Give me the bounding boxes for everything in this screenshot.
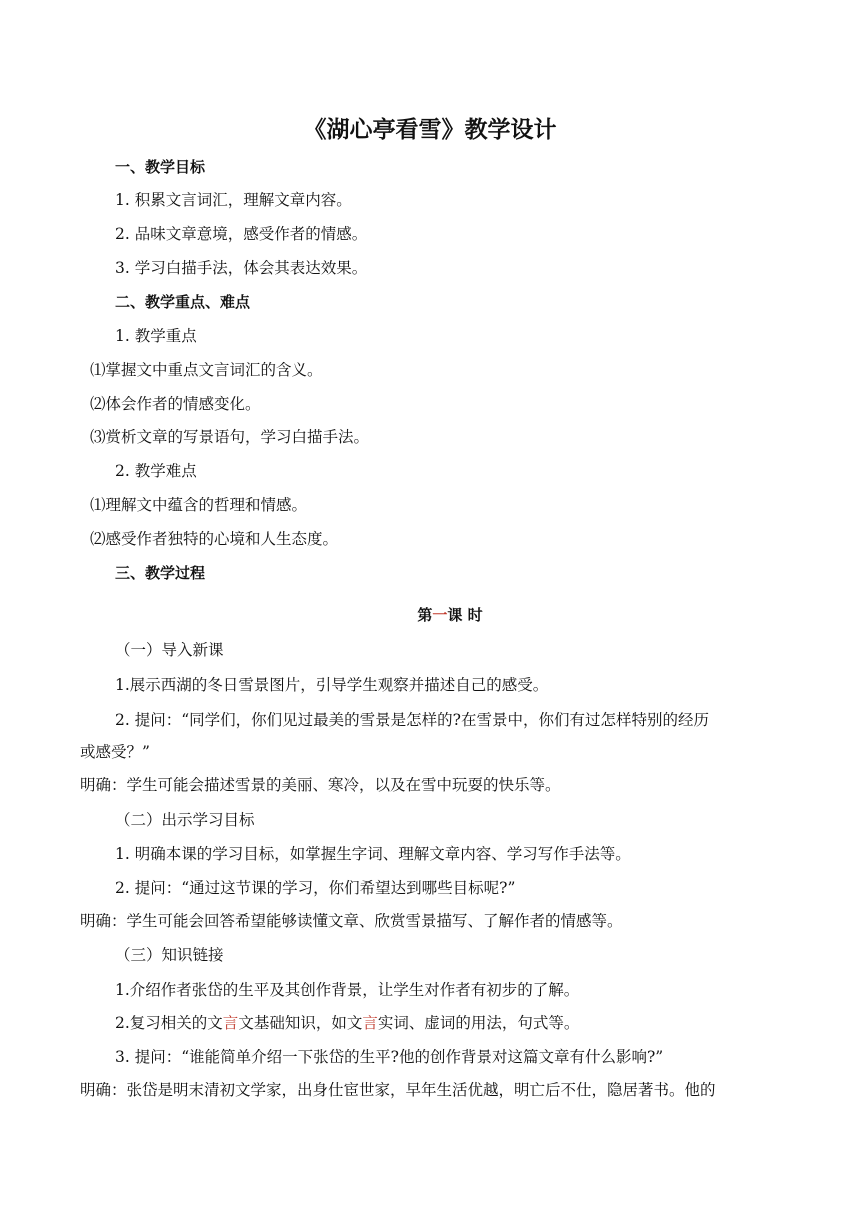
section-heading-objectives: 一、教学目标	[115, 158, 206, 176]
step-3-item-2-text: 2.复习相关的文	[115, 1014, 223, 1032]
lesson-heading-number: 一	[432, 606, 448, 624]
step-1-answer: 明确：学生可能会描述雪景的美丽、寒冷，以及在雪中玩耍的快乐等。	[80, 776, 561, 794]
step-1-item-1: 1.展示西湖的冬日雪景图片，引导学生观察并描述自己的感受。	[115, 676, 549, 694]
key-point-item-1: ⑴掌握文中重点文言词汇的含义。	[90, 361, 323, 379]
section-heading-key-points: 二、教学重点、难点	[115, 293, 251, 311]
step-3-item-2-text: 实词、虚词的用法，句式等。	[377, 1014, 580, 1032]
lesson-heading	[0, 605, 860, 625]
step-1-item-2-line-2: 或感受？”	[80, 743, 150, 761]
step-2-item-2: 2. 提问：“通过这节课的学习，你们希望达到哪些目标呢?”	[115, 879, 516, 897]
step-3-item-3: 3. 提问：“谁能简单介绍一下张岱的生平?他的创作背景对这篇文章有什么影响?”	[115, 1048, 664, 1066]
step-3-item-2	[115, 1013, 579, 1033]
step-3-answer: 明确：张岱是明末清初文学家，出身仕宦世家，早年生活优越，明亡后不仕，隐居著书。他的	[80, 1081, 716, 1099]
step-2-item-1: 1. 明确本课的学习目标，如掌握生字词、理解文章内容、学习写作手法等。	[115, 845, 631, 863]
difficulty-item-2: ⑵感受作者独特的心境和人生态度。	[90, 530, 339, 548]
key-point-item-2: ⑵体会作者的情感变化。	[90, 395, 261, 413]
key-point-item-3: ⑶赏析文章的写景语句，学习白描手法。	[90, 428, 370, 446]
lesson-heading-part: 课 时	[447, 606, 483, 624]
objective-item-1: 1. 积累文言词汇，理解文章内容。	[115, 191, 352, 209]
objective-item-3: 3. 学习白描手法，体会其表达效果。	[115, 259, 368, 277]
step-3-item-2-highlight: 言	[222, 1014, 239, 1032]
step-3-item-2-highlight: 言	[362, 1014, 378, 1032]
step-3-item-2-text: 文基础知识，如文	[238, 1014, 363, 1032]
step-2-title: （二）出示学习目标	[115, 811, 255, 829]
step-2-answer: 明确：学生可能会回答希望能够读懂文章、欣赏雪景描写、了解作者的情感等。	[80, 912, 623, 930]
step-1-item-2-line-1: 2. 提问：“同学们，你们见过最美的雪景是怎样的?在雪景中，你们有过怎样特别的经历	[115, 711, 709, 729]
key-points-subheading: 1. 教学重点	[115, 327, 197, 345]
lesson-heading-part: 第	[417, 606, 433, 624]
document-title: 《湖心亭看雪》教学设计	[303, 117, 557, 143]
objective-item-2: 2. 品味文章意境，感受作者的情感。	[115, 225, 368, 243]
step-3-item-1: 1.介绍作者张岱的生平及其创作背景，让学生对作者有初步的了解。	[115, 981, 580, 999]
difficulties-subheading: 2. 教学难点	[115, 462, 197, 480]
step-3-title: （三）知识链接	[115, 946, 224, 964]
step-1-title: （一）导入新课	[115, 641, 224, 659]
difficulty-item-1: ⑴理解文中蕴含的哲理和情感。	[90, 496, 308, 514]
section-heading-process: 三、教学过程	[115, 564, 206, 582]
